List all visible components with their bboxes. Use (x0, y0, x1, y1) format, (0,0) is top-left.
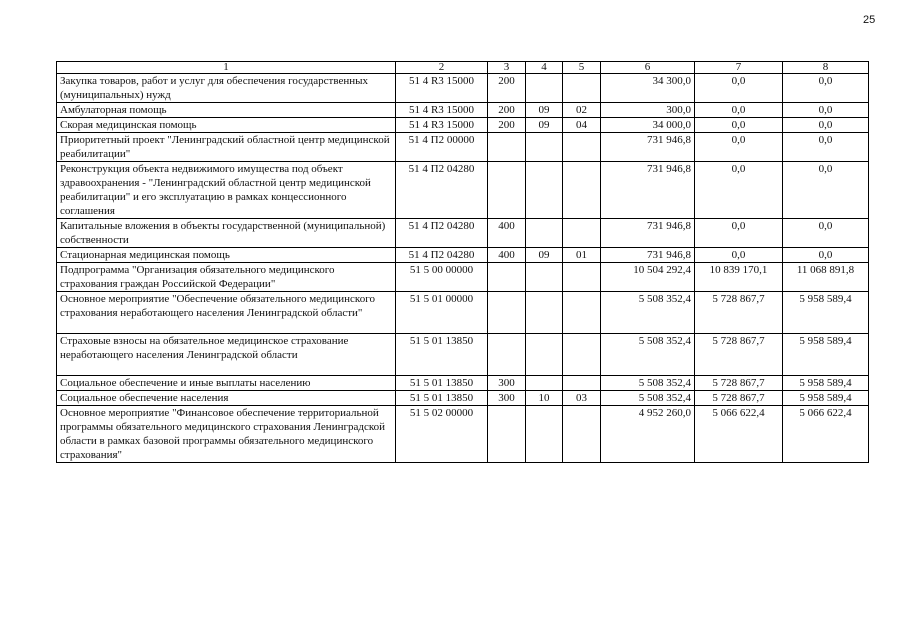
row-amount-year2: 0,0 (695, 118, 783, 133)
header-cell: 7 (695, 62, 783, 74)
row-expense-type: 400 (488, 248, 526, 263)
row-code: 51 5 00 00000 (396, 263, 488, 292)
row-code: 51 5 01 13850 (396, 376, 488, 391)
header-cell: 6 (601, 62, 695, 74)
row-description: Капитальные вложения в объекты государственной (муниципальной) собственности (57, 219, 396, 248)
row-amount-year2: 0,0 (695, 248, 783, 263)
table-row (57, 248, 869, 263)
row-section (526, 74, 563, 103)
row-amount-year1: 34 000,0 (601, 118, 695, 133)
header-cell: 1 (57, 62, 396, 74)
row-section (526, 263, 563, 292)
row-expense-type: 200 (488, 103, 526, 118)
row-section: 09 (526, 118, 563, 133)
row-amount-year3: 0,0 (783, 118, 869, 133)
row-expense-type (488, 334, 526, 376)
row-description: Амбулаторная помощь (57, 103, 396, 118)
row-amount-year2: 0,0 (695, 74, 783, 103)
row-amount-year3: 0,0 (783, 133, 869, 162)
row-amount-year2: 10 839 170,1 (695, 263, 783, 292)
row-amount-year1: 5 508 352,4 (601, 391, 695, 406)
row-amount-year1: 731 946,8 (601, 133, 695, 162)
row-description: Реконструкция объекта недвижимого имущества под объект здравоохранения - "Ленинградский областной центр медицинской реабилитации" и его эксплуатацию в рамках концессионного соглашения (57, 162, 396, 219)
row-amount-year2: 0,0 (695, 219, 783, 248)
table-row (57, 162, 869, 219)
row-code: 51 5 02 00000 (396, 406, 488, 463)
row-code: 51 4 П2 04280 (396, 248, 488, 263)
row-subsection: 03 (563, 391, 601, 406)
row-code: 51 4 R3 15000 (396, 74, 488, 103)
row-amount-year2: 5 728 867,7 (695, 376, 783, 391)
row-code: 51 4 П2 04280 (396, 219, 488, 248)
row-expense-type (488, 162, 526, 219)
row-amount-year3: 5 066 622,4 (783, 406, 869, 463)
row-amount-year1: 34 300,0 (601, 74, 695, 103)
row-section (526, 219, 563, 248)
row-amount-year3: 11 068 891,8 (783, 263, 869, 292)
header-cell: 2 (396, 62, 488, 74)
row-amount-year1: 5 508 352,4 (601, 334, 695, 376)
row-amount-year1: 731 946,8 (601, 219, 695, 248)
row-description: Подпрограмма "Организация обязательного медицинского страхования граждан Российской Федерации" (57, 263, 396, 292)
budget-table (56, 61, 869, 463)
table-row (57, 263, 869, 292)
row-subsection (563, 376, 601, 391)
row-amount-year1: 731 946,8 (601, 248, 695, 263)
row-description: Закупка товаров, работ и услуг для обеспечения государственных (муниципальных) нужд (57, 74, 396, 103)
row-amount-year2: 0,0 (695, 103, 783, 118)
row-subsection: 02 (563, 103, 601, 118)
row-expense-type: 300 (488, 376, 526, 391)
row-amount-year2: 5 728 867,7 (695, 334, 783, 376)
row-amount-year3: 5 958 589,4 (783, 391, 869, 406)
row-amount-year1: 5 508 352,4 (601, 292, 695, 334)
row-section (526, 376, 563, 391)
row-subsection (563, 263, 601, 292)
row-subsection: 04 (563, 118, 601, 133)
table-row (57, 103, 869, 118)
row-amount-year3: 0,0 (783, 248, 869, 263)
row-amount-year1: 10 504 292,4 (601, 263, 695, 292)
row-description: Скорая медицинская помощь (57, 118, 396, 133)
row-description: Страховые взносы на обязательное медицинское страхование неработающего населения Ленинградской области (57, 334, 396, 376)
row-amount-year3: 5 958 589,4 (783, 334, 869, 376)
row-description: Основное мероприятие "Обеспечение обязательного медицинского страхования неработающего населения Ленинградской области" (57, 292, 396, 334)
row-expense-type: 200 (488, 118, 526, 133)
table-row (57, 292, 869, 334)
table-row (57, 133, 869, 162)
row-subsection (563, 406, 601, 463)
row-section: 09 (526, 248, 563, 263)
row-subsection (563, 219, 601, 248)
row-code: 51 4 R3 15000 (396, 118, 488, 133)
row-subsection (563, 334, 601, 376)
row-section (526, 406, 563, 463)
row-amount-year2: 5 728 867,7 (695, 292, 783, 334)
row-description: Социальное обеспечение населения (57, 391, 396, 406)
row-amount-year3: 0,0 (783, 103, 869, 118)
row-description: Приоритетный проект "Ленинградский областной центр медицинской реабилитации" (57, 133, 396, 162)
row-amount-year1: 5 508 352,4 (601, 376, 695, 391)
table-row (57, 406, 869, 463)
row-amount-year3: 0,0 (783, 219, 869, 248)
row-section (526, 292, 563, 334)
row-code: 51 5 01 00000 (396, 292, 488, 334)
row-subsection (563, 133, 601, 162)
header-cell: 4 (526, 62, 563, 74)
row-description: Стационарная медицинская помощь (57, 248, 396, 263)
table-row (57, 391, 869, 406)
row-description: Основное мероприятие "Финансовое обеспечение территориальной программы обязательного медицинского страхования Ленинградской области в рамках базовой программы обязательного медицинского страхования" (57, 406, 396, 463)
row-section (526, 133, 563, 162)
row-section (526, 162, 563, 219)
row-code: 51 4 R3 15000 (396, 103, 488, 118)
table-row (57, 118, 869, 133)
row-amount-year2: 0,0 (695, 162, 783, 219)
row-expense-type (488, 292, 526, 334)
row-expense-type (488, 406, 526, 463)
row-amount-year1: 731 946,8 (601, 162, 695, 219)
row-amount-year2: 5 728 867,7 (695, 391, 783, 406)
row-section: 10 (526, 391, 563, 406)
row-subsection (563, 162, 601, 219)
row-expense-type (488, 133, 526, 162)
header-row (57, 62, 869, 74)
table-row (57, 376, 869, 391)
row-section (526, 334, 563, 376)
table-row (57, 74, 869, 103)
row-amount-year2: 5 066 622,4 (695, 406, 783, 463)
row-section: 09 (526, 103, 563, 118)
row-amount-year1: 300,0 (601, 103, 695, 118)
page-number: 25 (863, 14, 876, 26)
header-cell: 8 (783, 62, 869, 74)
table-row (57, 334, 869, 376)
row-code: 51 5 01 13850 (396, 334, 488, 376)
row-description: Социальное обеспечение и иные выплаты населению (57, 376, 396, 391)
row-code: 51 4 П2 04280 (396, 162, 488, 219)
row-subsection (563, 74, 601, 103)
row-expense-type (488, 263, 526, 292)
header-cell: 3 (488, 62, 526, 74)
row-amount-year1: 4 952 260,0 (601, 406, 695, 463)
row-amount-year3: 0,0 (783, 162, 869, 219)
header-cell: 5 (563, 62, 601, 74)
row-amount-year3: 0,0 (783, 74, 869, 103)
row-code: 51 5 01 13850 (396, 391, 488, 406)
row-amount-year2: 0,0 (695, 133, 783, 162)
row-subsection: 01 (563, 248, 601, 263)
row-amount-year3: 5 958 589,4 (783, 292, 869, 334)
row-expense-type: 200 (488, 74, 526, 103)
row-code: 51 4 П2 00000 (396, 133, 488, 162)
row-amount-year3: 5 958 589,4 (783, 376, 869, 391)
row-subsection (563, 292, 601, 334)
row-expense-type: 400 (488, 219, 526, 248)
table-row (57, 219, 869, 248)
row-expense-type: 300 (488, 391, 526, 406)
